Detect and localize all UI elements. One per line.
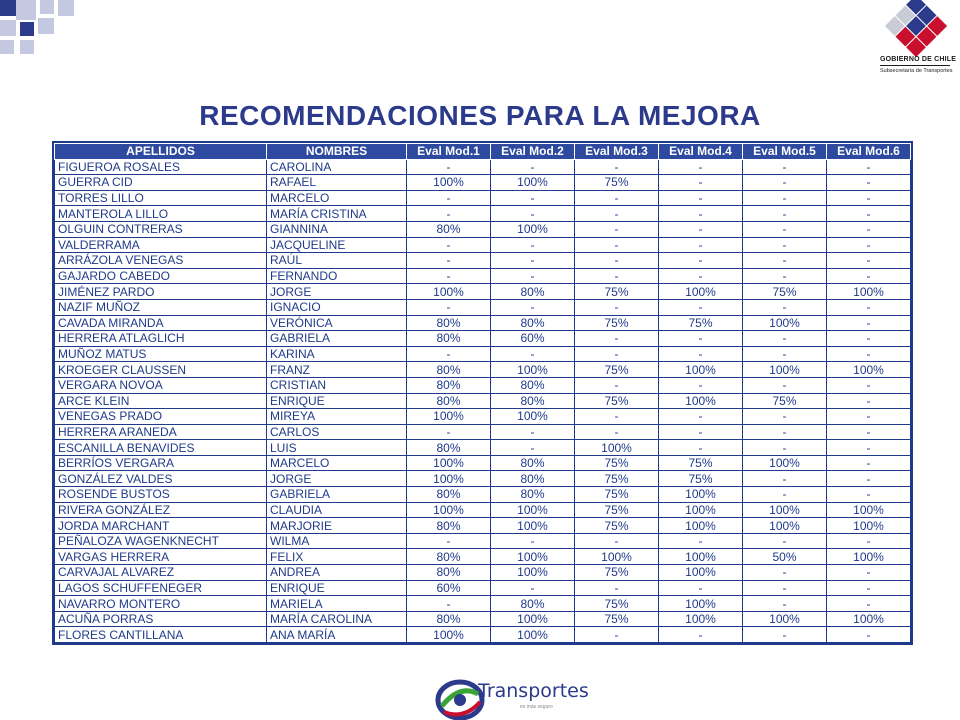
cell-eval: 100% (743, 362, 827, 378)
cell-eval: - (659, 409, 743, 425)
cell-eval: - (659, 268, 743, 284)
cell-eval: 75% (575, 393, 659, 409)
cell-apellidos: JORDA MARCHANT (55, 518, 267, 534)
corner-squares-decoration (0, 0, 80, 60)
cell-eval: 100% (491, 362, 575, 378)
cell-apellidos: ARCE KLEIN (55, 393, 267, 409)
table-row (55, 190, 911, 206)
cell-eval: 100% (659, 565, 743, 581)
cell-eval: 100% (659, 284, 743, 300)
cell-apellidos: GAJARDO CABEDO (55, 268, 267, 284)
cell-eval: 80% (407, 440, 491, 456)
cell-apellidos: TORRES LILLO (55, 190, 267, 206)
cell-eval: 75% (575, 518, 659, 534)
cell-nombres: FRANZ (267, 362, 407, 378)
table-row (55, 580, 911, 596)
cell-eval: 75% (575, 455, 659, 471)
cell-eval: - (659, 331, 743, 347)
cell-eval: 100% (743, 518, 827, 534)
cell-eval: 100% (827, 549, 911, 565)
column-header: Eval Mod.6 (827, 144, 911, 160)
table-row (55, 362, 911, 378)
cell-apellidos: ESCANILLA BENAVIDES (55, 440, 267, 456)
cell-eval: - (575, 346, 659, 362)
cell-apellidos: JIMÉNEZ PARDO (55, 284, 267, 300)
gov-logo-title: GOBIERNO DE CHILE (880, 56, 957, 63)
cell-eval: 75% (575, 471, 659, 487)
cell-eval: - (827, 627, 911, 643)
cell-eval: 100% (827, 502, 911, 518)
cell-nombres: CRISTIAN (267, 377, 407, 393)
cell-eval: - (743, 409, 827, 425)
cell-eval: 80% (407, 393, 491, 409)
cell-eval: - (491, 237, 575, 253)
cell-eval: 80% (407, 221, 491, 237)
cell-eval: 100% (659, 502, 743, 518)
cell-eval: - (743, 627, 827, 643)
cell-eval: 80% (491, 315, 575, 331)
cell-eval: 100% (575, 440, 659, 456)
cell-nombres: FELIX (267, 549, 407, 565)
cell-eval: - (743, 237, 827, 253)
cell-nombres: GABRIELA (267, 487, 407, 503)
cell-eval: 100% (743, 611, 827, 627)
table-row (55, 533, 911, 549)
table-row (55, 518, 911, 534)
evaluation-table (54, 143, 911, 643)
cell-eval: - (659, 206, 743, 222)
cell-eval: 60% (407, 580, 491, 596)
cell-apellidos: FLORES CANTILLANA (55, 627, 267, 643)
cell-eval: 100% (659, 549, 743, 565)
cell-nombres: JORGE (267, 471, 407, 487)
cell-eval: - (575, 221, 659, 237)
cell-eval: - (575, 237, 659, 253)
cell-eval: 80% (491, 487, 575, 503)
table-row (55, 549, 911, 565)
cell-apellidos: CARVAJAL ALVAREZ (55, 565, 267, 581)
cell-eval: - (827, 596, 911, 612)
cell-eval: - (575, 206, 659, 222)
cell-eval: 80% (407, 549, 491, 565)
cell-nombres: MARCELO (267, 190, 407, 206)
column-header: Eval Mod.1 (407, 144, 491, 160)
cell-eval: 100% (491, 549, 575, 565)
table-row (55, 237, 911, 253)
cell-nombres: RAFAEL (267, 175, 407, 191)
cell-apellidos: HERRERA ATLAGLICH (55, 331, 267, 347)
cell-eval: - (827, 253, 911, 269)
cell-nombres: MARIELA (267, 596, 407, 612)
cell-eval: - (491, 299, 575, 315)
cell-nombres: JACQUELINE (267, 237, 407, 253)
cell-apellidos: HERRERA ARANEDA (55, 424, 267, 440)
table-row (55, 393, 911, 409)
table-row (55, 627, 911, 643)
cell-eval: - (743, 221, 827, 237)
cell-eval: 100% (827, 362, 911, 378)
cell-eval: - (827, 175, 911, 191)
cell-eval: - (827, 377, 911, 393)
table-row (55, 268, 911, 284)
table-row (55, 284, 911, 300)
table-row (55, 596, 911, 612)
cell-eval: - (827, 440, 911, 456)
cell-eval: 75% (659, 471, 743, 487)
cell-eval: 100% (407, 627, 491, 643)
column-header: APELLIDOS (55, 144, 267, 160)
cell-eval: 80% (407, 331, 491, 347)
cell-apellidos: VARGAS HERRERA (55, 549, 267, 565)
cell-nombres: GIANNINA (267, 221, 407, 237)
cell-eval: 100% (491, 409, 575, 425)
cell-eval: 100% (407, 409, 491, 425)
cell-eval: - (407, 159, 491, 175)
cell-eval: - (743, 268, 827, 284)
cell-eval: 75% (575, 315, 659, 331)
cell-eval: 80% (491, 596, 575, 612)
cell-eval: - (827, 487, 911, 503)
cell-eval: - (743, 440, 827, 456)
cell-eval: - (575, 253, 659, 269)
cell-apellidos: ACUÑA PORRAS (55, 611, 267, 627)
cell-eval: - (407, 253, 491, 269)
cell-nombres: ANA MARÍA (267, 627, 407, 643)
cell-eval: - (491, 159, 575, 175)
evaluation-table-container (52, 141, 913, 645)
cell-eval: - (575, 190, 659, 206)
cell-eval: - (827, 424, 911, 440)
cell-eval: 100% (743, 315, 827, 331)
cell-eval: 75% (575, 502, 659, 518)
cell-eval: - (827, 331, 911, 347)
cell-eval: 80% (407, 518, 491, 534)
cell-eval: 75% (575, 611, 659, 627)
cell-eval: - (743, 533, 827, 549)
cell-eval: - (407, 206, 491, 222)
cell-eval: - (407, 596, 491, 612)
cell-eval: 100% (659, 518, 743, 534)
cell-eval: - (743, 471, 827, 487)
transportes-logo-tagline: es más seguro (520, 704, 553, 710)
cell-eval: - (659, 159, 743, 175)
cell-eval: - (827, 393, 911, 409)
table-row (55, 221, 911, 237)
cell-eval: - (659, 346, 743, 362)
table-row (55, 377, 911, 393)
cell-eval: 75% (575, 362, 659, 378)
table-row (55, 253, 911, 269)
transportes-logo-text: Transportes (478, 680, 589, 702)
cell-apellidos: NAZIF MUÑOZ (55, 299, 267, 315)
cell-eval: - (743, 487, 827, 503)
cell-eval: - (575, 331, 659, 347)
cell-eval: 75% (743, 393, 827, 409)
cell-eval: - (827, 455, 911, 471)
cell-nombres: WILMA (267, 533, 407, 549)
cell-eval: - (575, 377, 659, 393)
cell-eval: - (827, 159, 911, 175)
cell-nombres: CAROLINA (267, 159, 407, 175)
cell-eval: 100% (491, 518, 575, 534)
cell-nombres: ENRIQUE (267, 393, 407, 409)
cell-eval: - (491, 253, 575, 269)
cell-apellidos: FIGUEROA ROSALES (55, 159, 267, 175)
cell-eval: 100% (491, 221, 575, 237)
cell-eval: - (407, 237, 491, 253)
table-row (55, 346, 911, 362)
cell-eval: - (827, 565, 911, 581)
cell-eval: - (659, 221, 743, 237)
cell-apellidos: VALDERRAMA (55, 237, 267, 253)
table-row (55, 455, 911, 471)
cell-eval: - (575, 424, 659, 440)
cell-eval: - (743, 190, 827, 206)
cell-eval: 100% (575, 549, 659, 565)
cell-eval: 100% (407, 471, 491, 487)
cell-eval: - (407, 190, 491, 206)
cell-eval: - (659, 580, 743, 596)
table-row (55, 487, 911, 503)
cell-eval: 100% (827, 518, 911, 534)
cell-eval: - (659, 440, 743, 456)
cell-eval: 80% (491, 377, 575, 393)
cell-eval: 75% (575, 596, 659, 612)
cell-eval: 75% (743, 284, 827, 300)
cell-nombres: ENRIQUE (267, 580, 407, 596)
cell-eval: - (407, 268, 491, 284)
cell-apellidos: VERGARA NOVOA (55, 377, 267, 393)
cell-eval: 100% (659, 393, 743, 409)
cell-nombres: MARCELO (267, 455, 407, 471)
cell-eval: 75% (575, 175, 659, 191)
table-header-row (55, 144, 911, 160)
cell-nombres: RAÚL (267, 253, 407, 269)
cell-nombres: MIREYA (267, 409, 407, 425)
cell-eval: 100% (407, 284, 491, 300)
cell-eval: - (743, 565, 827, 581)
cell-eval: - (491, 190, 575, 206)
cell-apellidos: OLGUIN CONTRERAS (55, 221, 267, 237)
cell-eval: - (491, 346, 575, 362)
cell-eval: - (659, 627, 743, 643)
cell-nombres: LUIS (267, 440, 407, 456)
cell-eval: - (743, 299, 827, 315)
cell-eval: - (407, 424, 491, 440)
cell-apellidos: VENEGAS PRADO (55, 409, 267, 425)
table-row (55, 611, 911, 627)
cell-apellidos: LAGOS SCHUFFENEGER (55, 580, 267, 596)
cell-nombres: KARINA (267, 346, 407, 362)
cell-apellidos: PEÑALOZA WAGENKNECHT (55, 533, 267, 549)
cell-eval: - (659, 253, 743, 269)
cell-apellidos: GUERRA CID (55, 175, 267, 191)
cell-eval: - (827, 221, 911, 237)
cell-apellidos: NAVARRO MONTERO (55, 596, 267, 612)
cell-eval: 80% (407, 315, 491, 331)
cell-eval: - (743, 159, 827, 175)
table-row (55, 175, 911, 191)
cell-eval: - (659, 424, 743, 440)
cell-eval: 100% (743, 455, 827, 471)
cell-eval: - (575, 409, 659, 425)
table-row (55, 471, 911, 487)
cell-eval: 50% (743, 549, 827, 565)
cell-eval: 100% (827, 611, 911, 627)
cell-eval: 100% (659, 362, 743, 378)
cell-eval: 75% (575, 565, 659, 581)
cell-eval: - (659, 175, 743, 191)
cell-eval: 100% (491, 502, 575, 518)
cell-eval: 100% (407, 455, 491, 471)
cell-eval: - (827, 206, 911, 222)
gov-logo-divider (880, 65, 950, 66)
cell-eval: - (743, 206, 827, 222)
cell-eval: 100% (659, 596, 743, 612)
cell-eval: - (827, 409, 911, 425)
cell-eval: - (491, 533, 575, 549)
cell-eval: - (827, 237, 911, 253)
cell-eval: - (575, 159, 659, 175)
cell-eval: 60% (491, 331, 575, 347)
cell-eval: - (407, 346, 491, 362)
cell-eval: - (491, 424, 575, 440)
cell-apellidos: MUÑOZ MATUS (55, 346, 267, 362)
cell-eval: 75% (659, 315, 743, 331)
cell-eval: - (491, 580, 575, 596)
cell-nombres: MARÍA CRISTINA (267, 206, 407, 222)
cell-eval: - (575, 299, 659, 315)
cell-eval: 80% (491, 393, 575, 409)
cell-eval: - (491, 440, 575, 456)
table-row (55, 315, 911, 331)
page-title: RECOMENDACIONES PARA LA MEJORA (199, 100, 761, 131)
cell-eval: 100% (407, 502, 491, 518)
cell-eval: - (743, 331, 827, 347)
cell-nombres: MARJORIE (267, 518, 407, 534)
cell-eval: 100% (491, 175, 575, 191)
table-row (55, 424, 911, 440)
cell-eval: 75% (659, 455, 743, 471)
cell-apellidos: KROEGER CLAUSSEN (55, 362, 267, 378)
cell-eval: - (827, 299, 911, 315)
cell-eval: - (827, 315, 911, 331)
table-row (55, 206, 911, 222)
cell-eval: - (575, 533, 659, 549)
cell-eval: - (827, 533, 911, 549)
cell-eval: - (827, 346, 911, 362)
cell-eval: - (743, 580, 827, 596)
cell-eval: 80% (407, 611, 491, 627)
column-header: Eval Mod.3 (575, 144, 659, 160)
cell-eval: 80% (407, 362, 491, 378)
cell-nombres: IGNACIO (267, 299, 407, 315)
cell-eval: 80% (407, 565, 491, 581)
cell-eval: - (743, 175, 827, 191)
cell-eval: - (491, 206, 575, 222)
table-row (55, 409, 911, 425)
cell-nombres: GABRIELA (267, 331, 407, 347)
cell-eval: - (659, 533, 743, 549)
cell-eval: - (743, 346, 827, 362)
cell-eval: - (407, 299, 491, 315)
cell-eval: - (659, 190, 743, 206)
cell-eval: - (575, 580, 659, 596)
cell-eval: 80% (491, 471, 575, 487)
cell-eval: - (575, 268, 659, 284)
cell-nombres: MARÍA CAROLINA (267, 611, 407, 627)
cell-eval: 100% (407, 175, 491, 191)
cell-eval: - (743, 253, 827, 269)
cell-eval: 75% (575, 284, 659, 300)
cell-eval: - (659, 299, 743, 315)
column-header: NOMBRES (267, 144, 407, 160)
cell-nombres: CARLOS (267, 424, 407, 440)
cell-eval: 100% (743, 502, 827, 518)
cell-apellidos: ARRÁZOLA VENEGAS (55, 253, 267, 269)
cell-apellidos: ROSENDE BUSTOS (55, 487, 267, 503)
table-row (55, 565, 911, 581)
table-row (55, 299, 911, 315)
cell-nombres: CLAUDIA (267, 502, 407, 518)
cell-eval: 100% (491, 611, 575, 627)
table-row (55, 502, 911, 518)
cell-eval: 100% (491, 627, 575, 643)
cell-apellidos: BERRÍOS VERGARA (55, 455, 267, 471)
gov-logo-subtitle: Subsecretaría de Transportes (880, 68, 953, 74)
cell-eval: - (827, 471, 911, 487)
cell-nombres: ANDREA (267, 565, 407, 581)
cell-eval: 100% (827, 284, 911, 300)
cell-eval: 80% (491, 284, 575, 300)
cell-eval: - (575, 627, 659, 643)
cell-eval: 80% (407, 377, 491, 393)
cell-eval: - (743, 377, 827, 393)
cell-apellidos: GONZÁLEZ VALDES (55, 471, 267, 487)
cell-eval: - (659, 237, 743, 253)
cell-eval: - (743, 424, 827, 440)
cell-eval: 100% (659, 487, 743, 503)
cell-eval: - (827, 580, 911, 596)
cell-nombres: VERÓNICA (267, 315, 407, 331)
column-header: Eval Mod.2 (491, 144, 575, 160)
cell-apellidos: CAVADA MIRANDA (55, 315, 267, 331)
table-row (55, 159, 911, 175)
column-header: Eval Mod.4 (659, 144, 743, 160)
cell-eval: 80% (407, 487, 491, 503)
cell-nombres: FERNANDO (267, 268, 407, 284)
table-row (55, 331, 911, 347)
cell-eval: 80% (491, 455, 575, 471)
cell-eval: - (407, 533, 491, 549)
cell-apellidos: RIVERA GONZÁLEZ (55, 502, 267, 518)
table-row (55, 440, 911, 456)
cell-eval: - (827, 190, 911, 206)
cell-eval: - (827, 268, 911, 284)
column-header: Eval Mod.5 (743, 144, 827, 160)
cell-eval: - (659, 377, 743, 393)
table-body (55, 159, 911, 642)
cell-eval: 75% (575, 487, 659, 503)
cell-apellidos: MANTEROLA LILLO (55, 206, 267, 222)
cell-eval: - (743, 596, 827, 612)
cell-nombres: JORGE (267, 284, 407, 300)
cell-eval: 100% (659, 611, 743, 627)
cell-eval: - (491, 268, 575, 284)
cell-eval: 100% (491, 565, 575, 581)
